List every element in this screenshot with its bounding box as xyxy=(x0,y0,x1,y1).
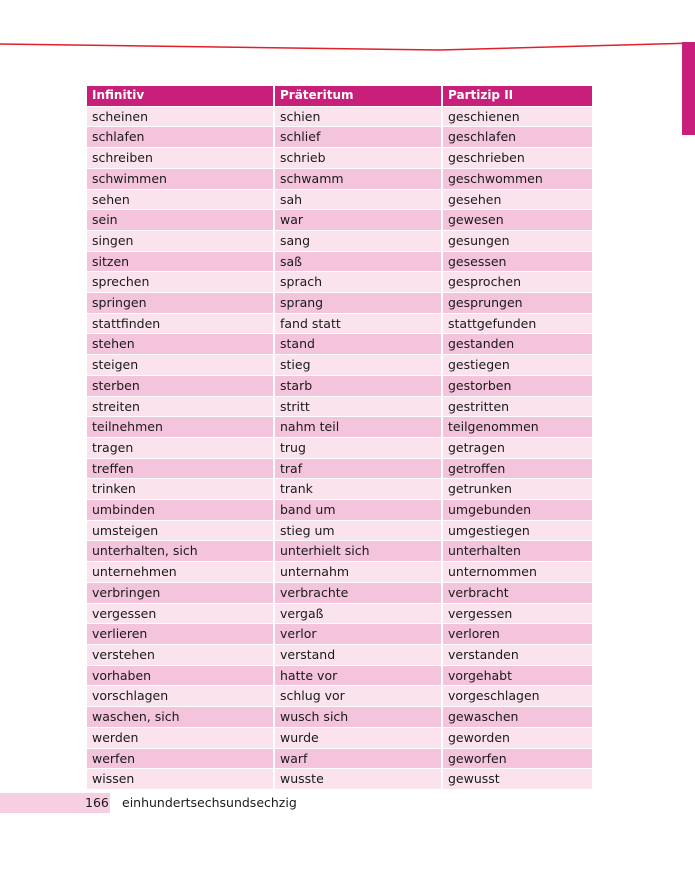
praeteritum-cell: starb xyxy=(275,376,443,397)
partizip-cell: getragen xyxy=(443,438,592,459)
praeteritum-cell: stritt xyxy=(275,397,443,418)
table-row xyxy=(87,666,592,687)
praeteritum-cell: band um xyxy=(275,500,443,521)
partizip-cell: geschienen xyxy=(443,107,592,128)
praeteritum-cell: schien xyxy=(275,107,443,128)
praeteritum-cell: verlor xyxy=(275,624,443,645)
partizip-cell: gesprochen xyxy=(443,272,592,293)
infinitiv-cell: treffen xyxy=(87,459,275,480)
infinitiv-cell: vorschlagen xyxy=(87,686,275,707)
table-row xyxy=(87,728,592,749)
table-row xyxy=(87,314,592,335)
infinitiv-cell: sein xyxy=(87,210,275,231)
praeteritum-cell: hatte vor xyxy=(275,666,443,687)
header-infinitiv: Infinitiv xyxy=(87,86,275,107)
infinitiv-cell: verstehen xyxy=(87,645,275,666)
praeteritum-cell: verbrachte xyxy=(275,583,443,604)
table-row xyxy=(87,148,592,169)
table-row xyxy=(87,583,592,604)
partizip-cell: gestorben xyxy=(443,376,592,397)
partizip-cell: vorgehabt xyxy=(443,666,592,687)
infinitiv-cell: werden xyxy=(87,728,275,749)
table-row xyxy=(87,624,592,645)
table-row xyxy=(87,749,592,770)
decorative-top-line xyxy=(0,0,695,60)
praeteritum-cell: saß xyxy=(275,252,443,273)
partizip-cell: geworfen xyxy=(443,749,592,770)
praeteritum-cell: schlief xyxy=(275,127,443,148)
partizip-cell: vergessen xyxy=(443,604,592,625)
table-row xyxy=(87,417,592,438)
infinitiv-cell: trinken xyxy=(87,479,275,500)
infinitiv-cell: verlieren xyxy=(87,624,275,645)
infinitiv-cell: umsteigen xyxy=(87,521,275,542)
praeteritum-cell: stieg um xyxy=(275,521,443,542)
infinitiv-cell: sterben xyxy=(87,376,275,397)
infinitiv-cell: werfen xyxy=(87,749,275,770)
infinitiv-cell: wissen xyxy=(87,769,275,790)
praeteritum-cell: stieg xyxy=(275,355,443,376)
table-row xyxy=(87,521,592,542)
praeteritum-cell: unternahm xyxy=(275,562,443,583)
partizip-cell: verbracht xyxy=(443,583,592,604)
partizip-cell: gesessen xyxy=(443,252,592,273)
infinitiv-cell: waschen, sich xyxy=(87,707,275,728)
partizip-cell: unternommen xyxy=(443,562,592,583)
praeteritum-cell: unterhielt sich xyxy=(275,541,443,562)
partizip-cell: unterhalten xyxy=(443,541,592,562)
table-row xyxy=(87,190,592,211)
table-row xyxy=(87,645,592,666)
infinitiv-cell: teilnehmen xyxy=(87,417,275,438)
praeteritum-cell: schwamm xyxy=(275,169,443,190)
partizip-cell: gestiegen xyxy=(443,355,592,376)
infinitiv-cell: stattfinden xyxy=(87,314,275,335)
table-row xyxy=(87,293,592,314)
partizip-cell: stattgefunden xyxy=(443,314,592,335)
praeteritum-cell: nahm teil xyxy=(275,417,443,438)
praeteritum-cell: sang xyxy=(275,231,443,252)
partizip-cell: vorgeschlagen xyxy=(443,686,592,707)
infinitiv-cell: sitzen xyxy=(87,252,275,273)
partizip-cell: geworden xyxy=(443,728,592,749)
infinitiv-cell: streiten xyxy=(87,397,275,418)
infinitiv-cell: schlafen xyxy=(87,127,275,148)
table-row xyxy=(87,438,592,459)
partizip-cell: gesehen xyxy=(443,190,592,211)
praeteritum-cell: warf xyxy=(275,749,443,770)
partizip-cell: getroffen xyxy=(443,459,592,480)
partizip-cell: geschwommen xyxy=(443,169,592,190)
infinitiv-cell: singen xyxy=(87,231,275,252)
praeteritum-cell: trug xyxy=(275,438,443,459)
table-row xyxy=(87,769,592,790)
partizip-cell: gewesen xyxy=(443,210,592,231)
infinitiv-cell: unterhalten, sich xyxy=(87,541,275,562)
partizip-cell: gewusst xyxy=(443,769,592,790)
table-row xyxy=(87,500,592,521)
header-partizip: Partizip II xyxy=(443,86,592,107)
page-number: 166 xyxy=(85,795,109,810)
table-row xyxy=(87,479,592,500)
praeteritum-cell: wusch sich xyxy=(275,707,443,728)
infinitiv-cell: vergessen xyxy=(87,604,275,625)
table-row xyxy=(87,231,592,252)
table-row xyxy=(87,169,592,190)
praeteritum-cell: sah xyxy=(275,190,443,211)
infinitiv-cell: verbringen xyxy=(87,583,275,604)
table-row xyxy=(87,334,592,355)
page-number-words: einhundertsechsundsechzig xyxy=(122,795,297,810)
partizip-cell: getrunken xyxy=(443,479,592,500)
infinitiv-cell: sprechen xyxy=(87,272,275,293)
infinitiv-cell: steigen xyxy=(87,355,275,376)
praeteritum-cell: schlug vor xyxy=(275,686,443,707)
table-row xyxy=(87,252,592,273)
partizip-cell: geschlafen xyxy=(443,127,592,148)
table-row xyxy=(87,272,592,293)
table-row xyxy=(87,376,592,397)
infinitiv-cell: sehen xyxy=(87,190,275,211)
chapter-edge-tab xyxy=(682,42,695,135)
table-row xyxy=(87,604,592,625)
infinitiv-cell: schreiben xyxy=(87,148,275,169)
irregular-verbs-table xyxy=(87,86,592,790)
praeteritum-cell: schrieb xyxy=(275,148,443,169)
infinitiv-cell: unternehmen xyxy=(87,562,275,583)
partizip-cell: gesprungen xyxy=(443,293,592,314)
table-row xyxy=(87,397,592,418)
table-row xyxy=(87,686,592,707)
header-praeteritum: Präteritum xyxy=(275,86,443,107)
table-row xyxy=(87,707,592,728)
infinitiv-cell: springen xyxy=(87,293,275,314)
partizip-cell: umgestiegen xyxy=(443,521,592,542)
praeteritum-cell: sprach xyxy=(275,272,443,293)
praeteritum-cell: sprang xyxy=(275,293,443,314)
table-row xyxy=(87,107,592,128)
partizip-cell: verloren xyxy=(443,624,592,645)
infinitiv-cell: vorhaben xyxy=(87,666,275,687)
partizip-cell: gesungen xyxy=(443,231,592,252)
table-row xyxy=(87,127,592,148)
partizip-cell: teilgenommen xyxy=(443,417,592,438)
praeteritum-cell: vergaß xyxy=(275,604,443,625)
partizip-cell: gestritten xyxy=(443,397,592,418)
praeteritum-cell: wusste xyxy=(275,769,443,790)
infinitiv-cell: schwimmen xyxy=(87,169,275,190)
praeteritum-cell: stand xyxy=(275,334,443,355)
partizip-cell: verstanden xyxy=(443,645,592,666)
partizip-cell: gestanden xyxy=(443,334,592,355)
praeteritum-cell: wurde xyxy=(275,728,443,749)
praeteritum-cell: traf xyxy=(275,459,443,480)
partizip-cell: gewaschen xyxy=(443,707,592,728)
infinitiv-cell: scheinen xyxy=(87,107,275,128)
table-row xyxy=(87,459,592,480)
infinitiv-cell: umbinden xyxy=(87,500,275,521)
praeteritum-cell: trank xyxy=(275,479,443,500)
infinitiv-cell: tragen xyxy=(87,438,275,459)
table-body xyxy=(87,107,592,790)
praeteritum-cell: fand statt xyxy=(275,314,443,335)
praeteritum-cell: verstand xyxy=(275,645,443,666)
table-row xyxy=(87,562,592,583)
table-row xyxy=(87,541,592,562)
infinitiv-cell: stehen xyxy=(87,334,275,355)
partizip-cell: geschrieben xyxy=(443,148,592,169)
table-header-row xyxy=(87,86,592,107)
partizip-cell: umgebunden xyxy=(443,500,592,521)
praeteritum-cell: war xyxy=(275,210,443,231)
table-row xyxy=(87,355,592,376)
table-row xyxy=(87,210,592,231)
